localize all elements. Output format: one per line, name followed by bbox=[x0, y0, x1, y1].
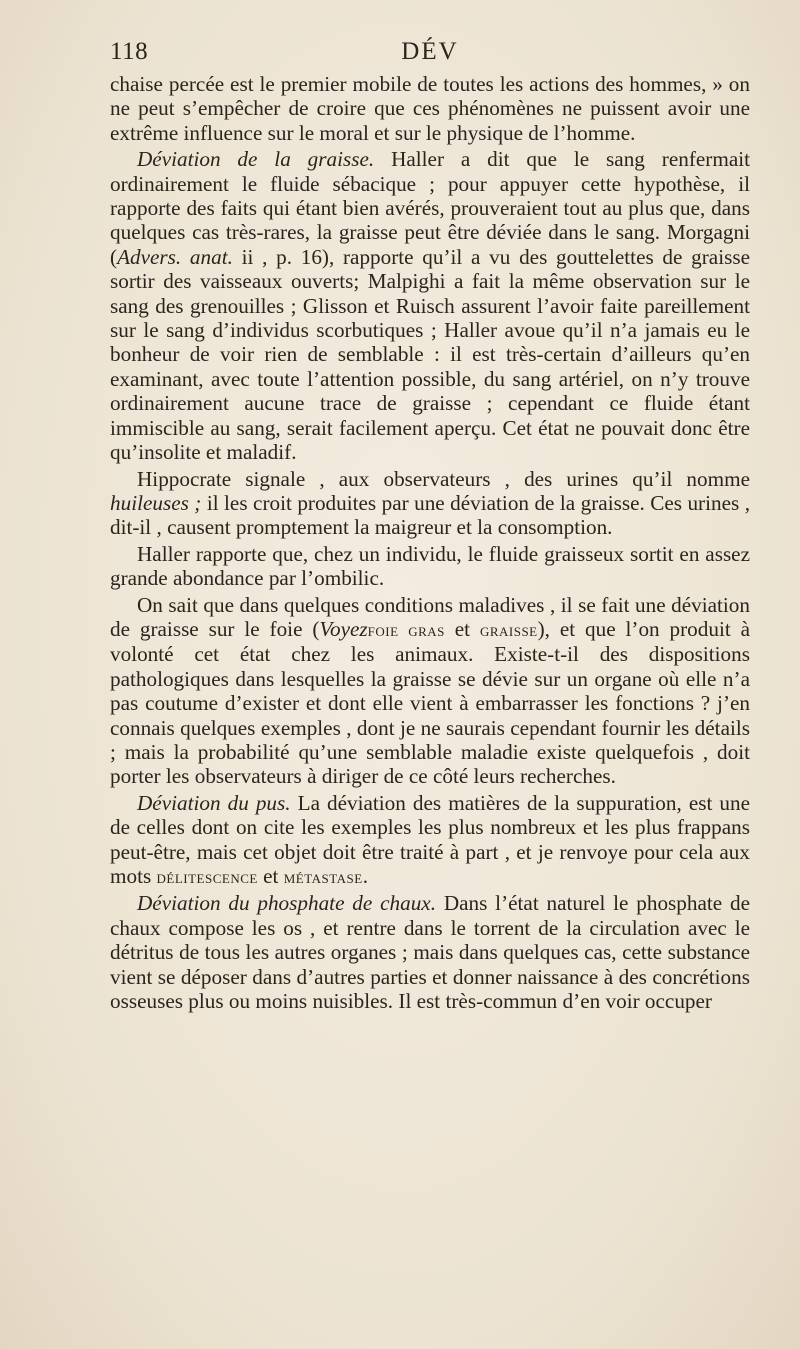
paragraph-text: il les croit produites par une déviation de la graisse. Ces urines , dit-il , causent promptement la maigreur et la consomption. bbox=[110, 490, 750, 540]
cross-ref-term: délitescence bbox=[156, 867, 258, 887]
paragraph-continuation bbox=[110, 72, 750, 145]
paragraph-deviation-graisse bbox=[110, 147, 750, 464]
paragraph-text: Haller rapporte que, chez un individu, le fluide graisseux sortit en assez grande abondance par l’ombilic. bbox=[110, 541, 750, 591]
paragraph-text: . bbox=[362, 864, 369, 888]
section-heading: Déviation du phosphate de chaux. bbox=[137, 891, 436, 916]
term-italic: huileuses ; bbox=[110, 490, 202, 515]
paragraph-text: ii , p. 16), rapporte qu’il a vu des gouttelettes de graisse sortir des vaisseaux ouverts; Malpighi a fait la même observation sur le sang des grenouilles ; Glisson et Ruisch assurent l’avoir faite pareillement sur le sang d’individus scorbutiques ; Haller avoue qu’il n’a jamais eu le bonheur de voir rien de semblable : il est très-certain d’ailleurs qu’en examinant, avec toute l’attention possible, du sang artériel, on n’y trouve ordinairement aucune trace de graisse ; cependant ce fluide étant immiscible au sang, serait facilement aperçu. Cet état ne pouvait donc être qu’insolite et maladif. bbox=[110, 244, 750, 465]
section-heading: Déviation du pus. bbox=[137, 790, 291, 815]
paragraph-text: chaise percée est le premier mobile de toutes les actions des hommes, » on ne peut s’empêcher de croire que ces phénomènes ne puissent avoir une extrême influence sur le moral et sur le physique de l’homme. bbox=[110, 72, 750, 145]
paragraph-text: On sait que dans quelques conditions maladives , il se fait une déviation de graisse sur le foie ( bbox=[110, 592, 750, 641]
section-heading: Déviation de la graisse. bbox=[137, 147, 375, 172]
paragraph-deviation-phosphate bbox=[110, 891, 750, 1013]
paragraph-text: Haller a dit que le sang renfermait ordinairement le fluide sébacique ; pour appuyer cette hypothèse, il rapporte des faits qui étant bien avérés, prouveraient tout au plus que, dans quelques cas très-rares, la graisse peut être déviée dans le sang. Morgagni ( bbox=[110, 147, 750, 269]
cross-ref-term: métastase bbox=[283, 867, 363, 887]
paragraph-haller-ombilic bbox=[110, 542, 750, 591]
body-text bbox=[110, 72, 750, 1015]
paragraph-hippocrate bbox=[110, 467, 750, 540]
paragraph-deviation-pus bbox=[110, 791, 750, 890]
running-head: DÉV bbox=[401, 38, 459, 65]
paragraph-text: et bbox=[444, 616, 480, 641]
paragraph-text: Dans l’état naturel le phosphate de chaux compose les os , et rentre dans le torrent de la circulation avec le détritus de tous les autres organes ; mais dans quelques cas, cette substance vient se déposer dans d’autres parties et donner naissance à des concrétions osseuses plus ou moins nuisibles. Il est très-commun d’en voir occuper bbox=[110, 891, 750, 1014]
page-header bbox=[110, 38, 750, 72]
paragraph-text: et bbox=[257, 864, 284, 888]
cross-ref-term: graisse bbox=[479, 619, 538, 640]
paragraph-text: ), et que l’on produit à volonté cet état chez les animaux. Existe-t-il des dispositions pathologiques dans lesquelles la graisse se dévie sur un organe où elle n’a pas coutume d’exister et dont elle vient à embarrasser les fonctions ? j’en connais quelques exemples , dont je ne saurais cependant fournir les détails ; mais la probabilité qu’une semblable maladie existe quelquefois , doit porter les observateurs à diriger de ce côté leurs recherches. bbox=[110, 616, 750, 789]
cross-ref-term: foie gras bbox=[367, 619, 445, 640]
cross-ref-italic: Voyez bbox=[319, 616, 368, 641]
page-number: 118 bbox=[110, 38, 149, 65]
citation-italic: Advers. anat. bbox=[117, 244, 233, 269]
paragraph-text: Hippocrate signale , aux observateurs , des urines qu’il nomme bbox=[137, 466, 750, 491]
paragraph-conditions-maladives bbox=[110, 593, 750, 789]
paragraph-text: La déviation des matières de la suppuration, est une de celles dont on cite les exemples les plus nombreux et les plus frappans peut-être, mais cet objet doit être traité à part , et je renvoye pour cela aux mots bbox=[110, 790, 751, 888]
